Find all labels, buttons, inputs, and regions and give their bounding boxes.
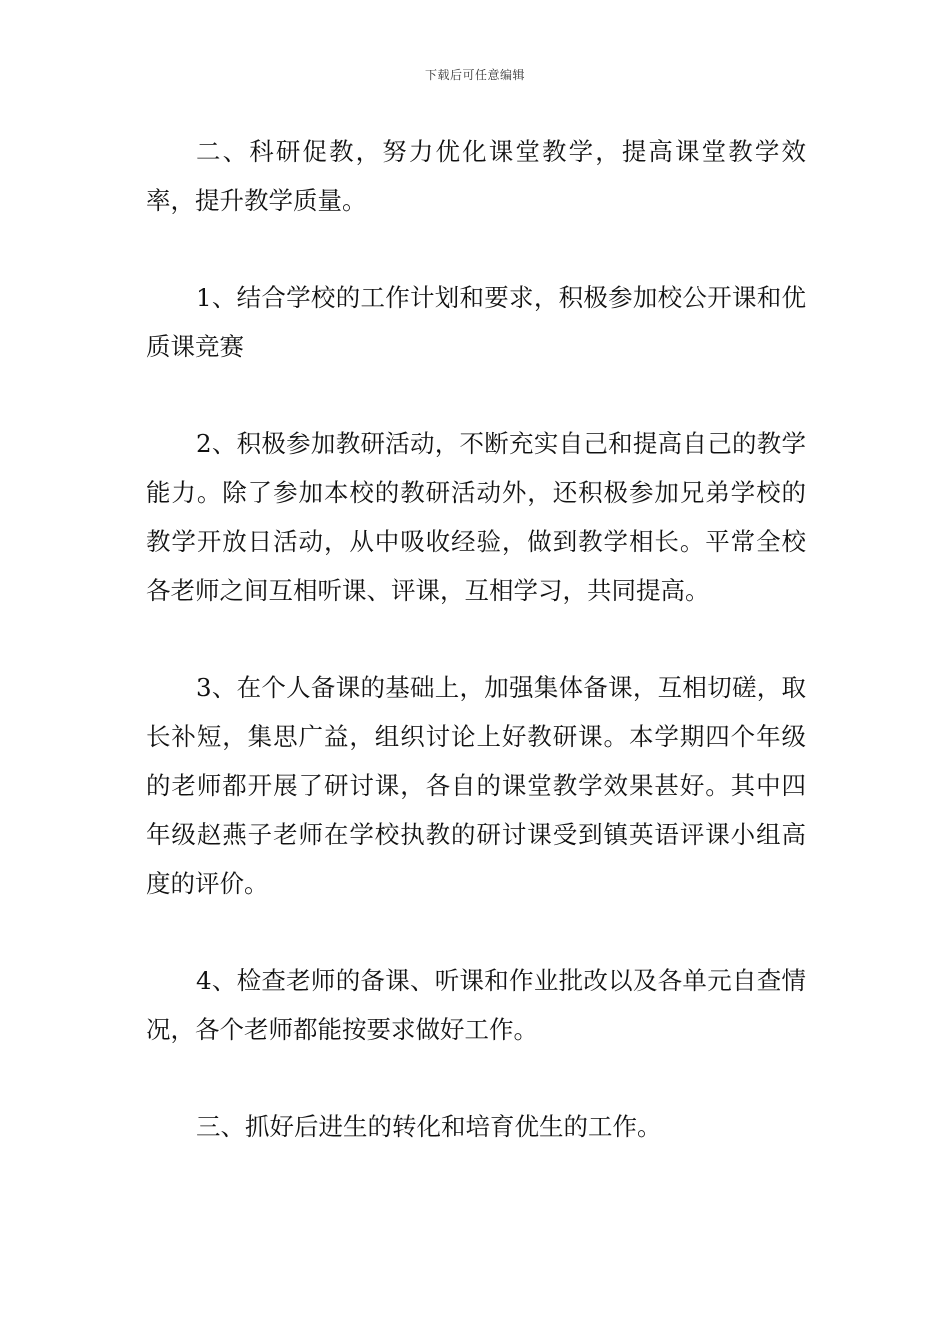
paragraph-item-2: 2、积极参加教研活动，不断充实自己和提高自己的教学能力。除了参加本校的教研活动外，还积极参加兄弟学校的教学开放日活动，从中吸收经验，做到教学相长。平常全校各老师之间互相听课、评课，互相学习，共同提高。 bbox=[146, 429, 806, 605]
section-heading-research: 二、科研促教，努力优化课堂教学，提高课堂教学效率，提升教学质量。 bbox=[146, 137, 806, 215]
paragraph-item-1: 1、结合学校的工作计划和要求，积极参加校公开课和优质课竞赛 bbox=[146, 283, 806, 361]
page-header-note: 下载后可任意编辑 bbox=[424, 68, 525, 82]
document-body bbox=[146, 127, 806, 1199]
paragraph-item-4: 4、检查老师的备课、听课和作业批改以及各单元自查情况，各个老师都能按要求做好工作。 bbox=[146, 966, 806, 1044]
paragraph-item-3: 3、在个人备课的基础上，加强集体备课，互相切磋，取长补短，集思广益，组织讨论上好教研课。本学期四个年级的老师都开展了研讨课，各自的课堂教学效果甚好。其中四年级赵燕子老师在学校执教的研讨课受到镇英语评课小组高度的评价。 bbox=[146, 673, 806, 898]
section-heading-students: 三、抓好后进生的转化和培育优生的工作。 bbox=[196, 1112, 662, 1141]
